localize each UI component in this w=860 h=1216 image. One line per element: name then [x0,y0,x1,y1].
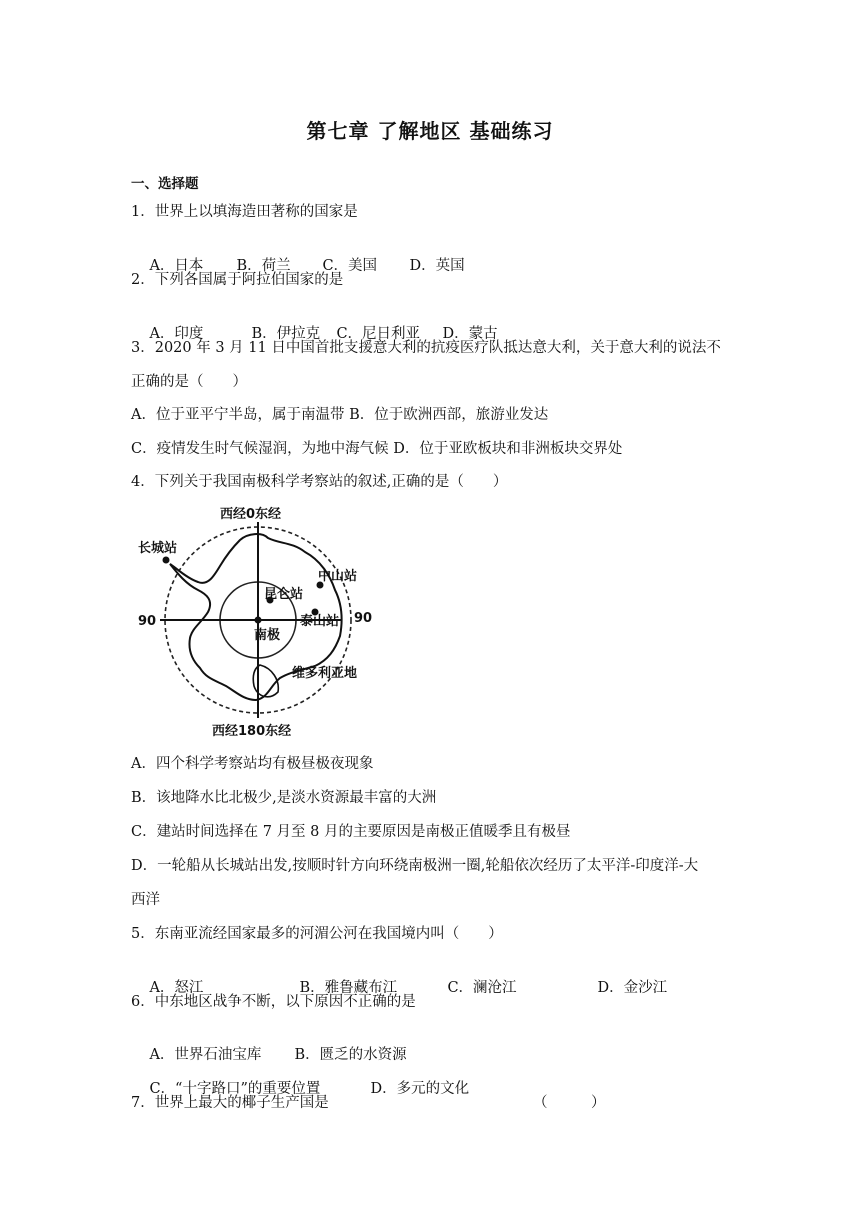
question-1-stem: 1．世界上以填海造田著称的国家是 [131,204,358,220]
q5-option-b[interactable]: B．雅鲁藏布江 [299,980,398,996]
label-zhongshan-station: 中山站 [318,569,358,584]
question-4-option-d-line1[interactable]: D．一轮船从长城站出发,按顺时针方向环绕南极洲一圈,轮船依次经历了太平洋-印度洋-大 [131,858,699,874]
q6-option-c[interactable]: C．“十字路口”的重要位置 [149,1081,321,1097]
q2-option-c[interactable]: C．尼日利亚 [336,326,421,342]
q1-option-b[interactable]: B．荷兰 [236,258,291,274]
q1-option-c[interactable]: C．美国 [322,258,378,274]
q6-option-d[interactable]: D．多元的文化 [370,1081,470,1097]
label-west-east-0: 西经0东经 [220,507,282,522]
question-4-option-d-line2[interactable]: 西洋 [131,892,160,908]
label-90-right: 90 [354,611,373,626]
question-7-stem: 7．世界上最大的椰子生产国是 [131,1095,329,1111]
label-kunlun-station: 昆仑站 [264,587,304,602]
question-4-option-c[interactable]: C．建站时间选择在 7 月至 8 月的主要原因是南极正值暖季且有极昼 [131,824,571,840]
label-west-east-180: 西经180东经 [212,724,292,739]
question-4-option-a[interactable]: A．四个科学考察站均有极昼极夜现象 [131,756,374,772]
question-2-stem: 2．下列各国属于阿拉伯国家的是 [131,272,344,288]
q5-option-d[interactable]: D．金沙江 [597,980,668,996]
question-7-answer-bracket[interactable]: （ ） [533,1095,606,1111]
q2-option-a[interactable]: A．印度 [149,326,204,342]
question-6-stem: 6．中东地区战争不断，以下原因不正确的是 [131,994,416,1010]
south-pole-dot [255,617,262,624]
q6-option-a[interactable]: A．世界石油宝库 [149,1047,262,1063]
question-3-stem-line2: 正确的是（ ） [131,374,247,390]
label-south-pole: 南极 [254,628,281,643]
antarctica-map [130,500,385,740]
label-victoria-land: 维多利亚地 [292,666,358,681]
question-4-option-b[interactable]: B．该地降水比北极少,是淡水资源最丰富的大洲 [131,790,437,806]
section-heading: 一、选择题 [131,176,199,192]
page-title: 第七章 了解地区 基础练习 [306,119,554,143]
q5-option-c[interactable]: C．澜沧江 [447,980,517,996]
label-taishan-station: 泰山站 [300,614,340,629]
q1-option-a[interactable]: A．日本 [149,258,204,274]
q2-option-d[interactable]: D．蒙古 [442,326,498,342]
question-3-options-ab[interactable]: A．位于亚平宁半岛，属于南温带 B．位于欧洲西部，旅游业发达 [131,407,549,423]
q1-option-d[interactable]: D．英国 [409,258,465,274]
changcheng-station-dot [163,557,170,564]
label-changcheng-station: 长城站 [138,541,178,556]
label-90-left: 90 [138,614,157,629]
question-5-stem: 5．东南亚流经国家最多的河湄公河在我国境内叫（ ） [131,926,503,942]
question-3-stem-line1: 3．2020 年 3 月 11 日中国首批支援意大利的抗疫医疗队抵达意大利，关于意大利的说法不 [131,340,721,356]
question-3-options-cd[interactable]: C．疫情发生时气候湿润，为地中海气候 D．位于亚欧板块和非洲板块交界处 [131,441,623,457]
q5-option-a[interactable]: A．怒江 [149,980,204,996]
q6-option-b[interactable]: B．匮乏的水资源 [294,1047,407,1063]
question-4-stem: 4．下列关于我国南极科学考察站的叙述,正确的是（ ） [131,474,508,490]
q2-option-b[interactable]: B．伊拉克 [251,326,321,342]
